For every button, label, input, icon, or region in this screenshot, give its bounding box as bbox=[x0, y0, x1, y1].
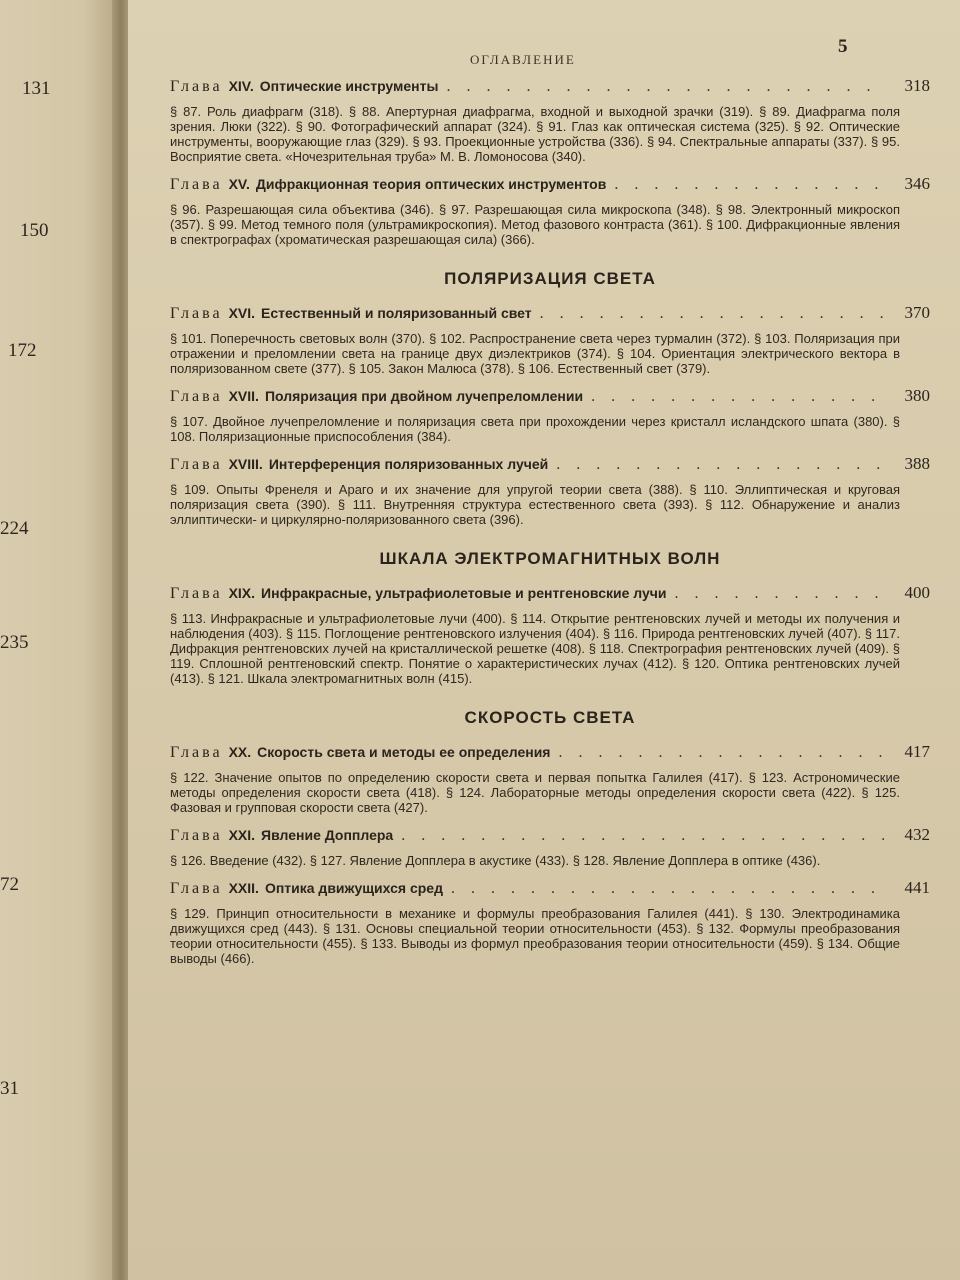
dot-leader bbox=[614, 176, 884, 194]
chapter-number: XXII. bbox=[228, 880, 259, 896]
chapter-title: Поляризация при двойном лучепреломлении bbox=[264, 388, 584, 404]
chapter-paragraph-list: § 87. Роль диафрагм (318). § 88. Апертурная диафрагма, входной и выходной зрачки (319). § 89. Диафрагма поля зрения. Люки (322). § 90. Фотографический аппарат (324). § 91. Глаз как оптическая система (325). § 92. Оптические инструменты, вооружающие глаз (329). § 93. Проекционные устройства (336). § 94. Спектральные аппараты (337). § 95. Восприятие света. «Ночезрительная труба» М. В. Ломоносова (340). bbox=[170, 104, 900, 164]
chapter-heading bbox=[170, 583, 930, 603]
chapter-number: XVII. bbox=[228, 388, 259, 404]
chapter-number: XIX. bbox=[228, 585, 256, 601]
chapter-page-number: 432 bbox=[904, 825, 930, 844]
chapter-heading bbox=[170, 76, 930, 96]
table-of-contents bbox=[170, 30, 930, 976]
left-page bbox=[0, 0, 118, 1280]
chapter-heading bbox=[170, 878, 930, 898]
chapter-paragraph-list: § 109. Опыты Френеля и Араго и их значение для упругой теории света (388). § 110. Эллиптическая и круговая поляризация света (390). § 111. Внутренняя структура естественного света (393). § 112. Обнаружение и анализ эллиптически- и циркулярно-поляризованного света (396). bbox=[170, 482, 900, 527]
chapter-prefix: Глава bbox=[170, 827, 223, 844]
section-title: СКОРОСТЬ СВЕТА bbox=[464, 708, 636, 727]
toc-sections bbox=[170, 70, 930, 966]
chapter-paragraph-list: § 107. Двойное лучепреломление и поляризация света при прохождении через кристалл исландского шпата (380). § 108. Поляризационные приспособления (384). bbox=[170, 414, 900, 444]
dot-leader bbox=[558, 744, 884, 762]
chapter-title: Оптические инструменты bbox=[259, 78, 439, 94]
chapter-page-number: 417 bbox=[904, 742, 930, 761]
left-margin-number: 172 bbox=[8, 340, 37, 361]
chapter-paragraph-list: § 126. Введение (432). § 127. Явление Допплера в акустике (433). § 128. Явление Допплера в оптике (436). bbox=[170, 853, 821, 868]
chapter-title: Интерференция поляризованных лучей bbox=[268, 456, 549, 472]
left-margin-number: 131 bbox=[22, 78, 51, 99]
chapter-prefix: Глава bbox=[170, 744, 223, 761]
page-title: ОГЛАВЛЕНИЕ bbox=[470, 52, 576, 67]
chapter-entry bbox=[170, 386, 930, 444]
chapter-prefix: Глава bbox=[170, 880, 223, 897]
chapter-number: XIV. bbox=[228, 78, 254, 94]
chapter-paragraph-list: § 129. Принцип относительности в механике и формулы преобразования Галилея (441). § 130. Электродинамика движущихся сред (443). § 131. Основы специальной теории относительности (453). § 132. Формулы преобразования теории относительности (455). § 133. Выводы из формул преобразования теории относительности (459). § 134. Общие выводы (466). bbox=[170, 906, 900, 966]
chapter-heading bbox=[170, 303, 930, 323]
chapter-entry bbox=[170, 825, 930, 868]
chapter-paragraph-list: § 113. Инфракрасные и ультрафиолетовые лучи (400). § 114. Открытие рентгеновских лучей и методы их получения и наблюдения (403). § 115. Поглощение рентгеновского излучения (404). § 116. Природа рентгеновских лучей (407). § 117. Дифракция рентгеновских лучей на кристаллической решетке (408). § 118. Спектрография рентгеновских лучей (409). § 119. Сплошной рентгеновский спектр. Понятие о характеристических лучах (412). § 120. Оптика рентгеновских лучей (413). § 121. Шкала электромагнитных волн (415). bbox=[170, 611, 900, 686]
chapter-paragraph-list: § 122. Значение опытов по определению скорости света и первая попытка Галилея (417). § 123. Астрономические методы определения скорости света (418). § 124. Лабораторные методы определения скорости света (422). § 125. Фазовая и групповая скорости света (427). bbox=[170, 770, 900, 815]
chapter-entry bbox=[170, 742, 930, 815]
page-number: 5 bbox=[838, 36, 848, 57]
chapter-page-number: 380 bbox=[904, 386, 930, 405]
chapter-number: XV. bbox=[228, 176, 250, 192]
chapter-entry bbox=[170, 303, 930, 376]
left-margin-number: 31 bbox=[0, 1078, 19, 1099]
chapter-page-number: 400 bbox=[904, 583, 930, 602]
chapter-number: XXI. bbox=[228, 827, 256, 843]
chapter-prefix: Глава bbox=[170, 305, 223, 322]
chapter-page-number: 346 bbox=[904, 174, 930, 193]
chapter-entry bbox=[170, 878, 930, 966]
chapter-number: XX. bbox=[228, 744, 252, 760]
chapter-title: Дифракционная теория оптических инструментов bbox=[255, 176, 607, 192]
left-margin-number: 150 bbox=[20, 220, 49, 241]
chapter-prefix: Глава bbox=[170, 585, 223, 602]
left-margin-number: 72 bbox=[0, 874, 19, 895]
chapter-prefix: Глава bbox=[170, 456, 223, 473]
dot-leader bbox=[591, 388, 884, 406]
chapter-number: XVI. bbox=[228, 305, 256, 321]
chapter-entry bbox=[170, 454, 930, 527]
chapter-prefix: Глава bbox=[170, 388, 223, 405]
chapter-heading bbox=[170, 825, 930, 845]
chapter-paragraph-list: § 101. Поперечность световых волн (370). § 102. Распространение света через турмалин (372). § 103. Поляризация при отражении и преломлении света на границе двух диэлектриков (374). § 104. Ориентация электрического вектора в поляризованном свете (377). § 105. Закон Малюса (378). § 106. Естественный свет (379). bbox=[170, 331, 900, 376]
chapter-number: XVIII. bbox=[228, 456, 263, 472]
chapter-heading bbox=[170, 742, 930, 762]
chapter-heading bbox=[170, 174, 930, 194]
chapter-entry bbox=[170, 583, 930, 686]
dot-leader bbox=[540, 305, 884, 323]
chapter-title: Явление Допплера bbox=[261, 827, 394, 843]
chapter-prefix: Глава bbox=[170, 176, 223, 193]
chapter-heading bbox=[170, 454, 930, 474]
left-margin-number: 224 bbox=[0, 518, 29, 539]
dot-leader bbox=[446, 78, 884, 96]
left-margin-number: 235 bbox=[0, 632, 29, 653]
chapter-page-number: 318 bbox=[904, 76, 930, 95]
section-title: ШКАЛА ЭЛЕКТРОМАГНИТНЫХ ВОЛН bbox=[379, 549, 721, 568]
chapter-entry bbox=[170, 76, 930, 164]
dot-leader bbox=[401, 827, 884, 845]
chapter-heading bbox=[170, 386, 930, 406]
page-header bbox=[170, 30, 930, 70]
chapter-page-number: 388 bbox=[904, 454, 930, 473]
chapter-title: Естественный и поляризованный свет bbox=[261, 305, 532, 321]
dot-leader bbox=[556, 456, 884, 474]
dot-leader bbox=[451, 880, 884, 898]
chapter-paragraph-list: § 96. Разрешающая сила объектива (346). § 97. Разрешающая сила микроскопа (348). § 98. Электронный микроскоп (357). § 99. Метод темного поля (ультрамикроскопия). Метод фазового контраста (361). § 100. Дифракционные явления в спектрографах (хроматическая разрешающая сила) (366). bbox=[170, 202, 900, 247]
chapter-page-number: 370 bbox=[904, 303, 930, 322]
dot-leader bbox=[675, 585, 885, 603]
section-title: ПОЛЯРИЗАЦИЯ СВЕТА bbox=[444, 269, 656, 288]
chapter-title: Инфракрасные, ультрафиолетовые и рентгеновские лучи bbox=[261, 585, 667, 601]
chapter-page-number: 441 bbox=[904, 878, 930, 897]
chapter-title: Оптика движущихся сред bbox=[264, 880, 443, 896]
chapter-entry bbox=[170, 174, 930, 247]
chapter-title: Скорость света и методы ее определения bbox=[257, 744, 551, 760]
chapter-prefix: Глава bbox=[170, 78, 223, 95]
